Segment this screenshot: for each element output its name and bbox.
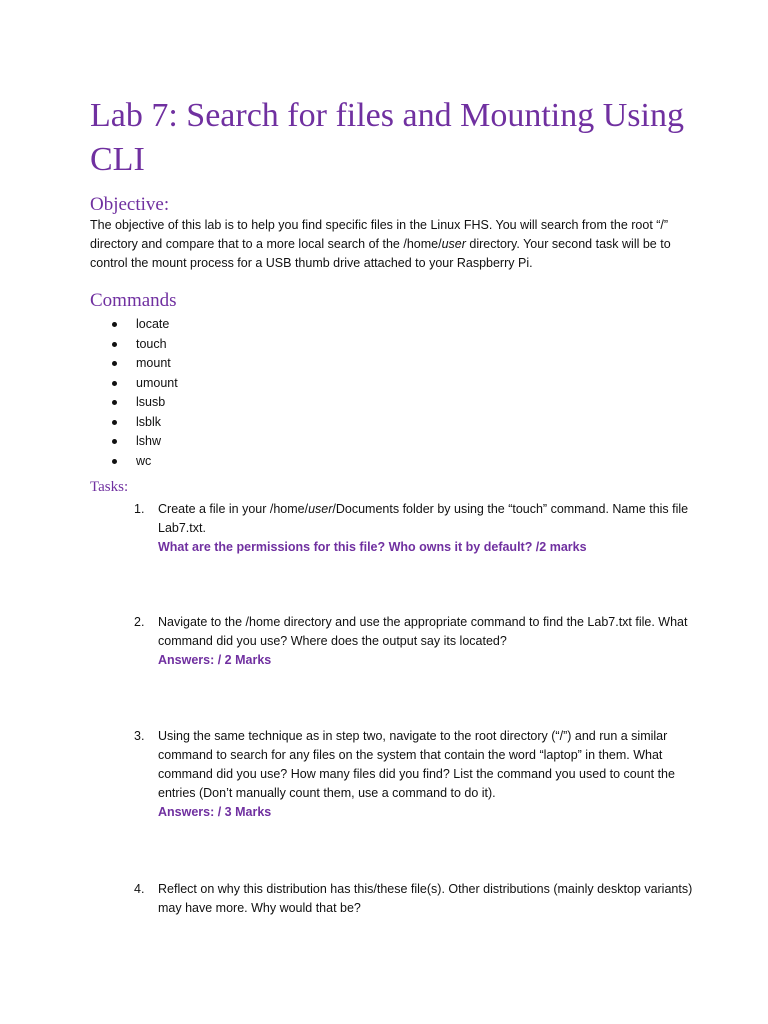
command-label: lsusb — [136, 395, 166, 409]
command-label: touch — [136, 336, 167, 351]
task-text: Navigate to the /home directory and use the appropriate command to find the Lab7.txt file. What command did you use? Where does the output say its located? — [158, 615, 688, 648]
task-text: Using the same technique as in step two, navigate to the root directory (“/”) and run a similar command to search for any files on the system that contain the word “laptop” in them. What command did you use? How many files did you find? List the command you used to count the entries (Don’t manually count them, use a command to do it). — [158, 729, 675, 800]
command-label: wc — [136, 453, 152, 468]
objective-text-italic: user — [441, 237, 466, 251]
task-item-1 — [134, 500, 694, 557]
page-title: Lab 7: Search for files and Mounting Using CLI — [90, 97, 684, 178]
bullet-icon — [112, 420, 117, 425]
bullet-icon — [112, 342, 117, 347]
commands-list — [112, 315, 178, 471]
list-item — [112, 374, 178, 394]
command-label: locate — [136, 317, 170, 331]
task-item-2 — [134, 613, 694, 670]
bullet-icon — [112, 381, 117, 386]
bullet-icon — [112, 400, 117, 405]
list-item — [112, 393, 178, 413]
task-body — [158, 500, 694, 557]
objective-heading: Objective: — [90, 194, 170, 215]
list-item — [112, 432, 178, 452]
objective-text-part2: directory. Your second task will be to control the mount process for a USB thumb drive attached to your Raspberry Pi. — [90, 237, 671, 270]
bullet-icon — [112, 459, 117, 464]
list-item — [112, 452, 178, 472]
task-text: Reflect on why this distribution has this/these file(s). Other distributions (mainly desktop variants) may have more. Why would that be? — [158, 882, 693, 915]
command-label: mount — [136, 356, 171, 370]
task-item-3 — [134, 727, 694, 822]
task-body — [158, 613, 694, 670]
task-number: 4. — [134, 882, 145, 896]
bullet-icon — [112, 322, 117, 327]
objective-text-part1: The objective of this lab is to help you find specific files in the Linux FHS. You will search from the root “/” directory and compare that to a more local search of the /home/ — [90, 218, 669, 251]
command-label: lshw — [136, 434, 162, 448]
task-marks: Answers: / 2 Marks — [158, 653, 272, 667]
task-number: 3. — [134, 729, 145, 743]
bullet-icon — [112, 439, 117, 444]
task-number: 1. — [134, 502, 145, 516]
commands-heading: Commands — [90, 290, 177, 311]
tasks-heading: Tasks: — [90, 479, 129, 495]
command-label: lsblk — [136, 414, 162, 429]
list-item — [112, 354, 178, 374]
task-body — [158, 880, 694, 918]
list-item — [112, 413, 178, 433]
task-marks: Answers: / 3 Marks — [158, 805, 272, 819]
task-number: 2. — [134, 615, 145, 629]
command-label: umount — [136, 375, 178, 390]
task-marks: What are the permissions for this file? Who owns it by default? /2 marks — [158, 540, 587, 554]
list-item — [112, 335, 178, 355]
task-item-4 — [134, 880, 694, 918]
task-body — [158, 727, 694, 822]
task-text-part2: /Documents folder by using the “touch” command. Name this file Lab7.txt. — [158, 502, 689, 535]
task-text-italic: user — [308, 502, 333, 516]
objective-paragraph — [90, 216, 690, 273]
bullet-icon — [112, 361, 117, 366]
list-item — [112, 315, 178, 335]
task-text-part1: Create a file in your /home/ — [158, 502, 309, 516]
